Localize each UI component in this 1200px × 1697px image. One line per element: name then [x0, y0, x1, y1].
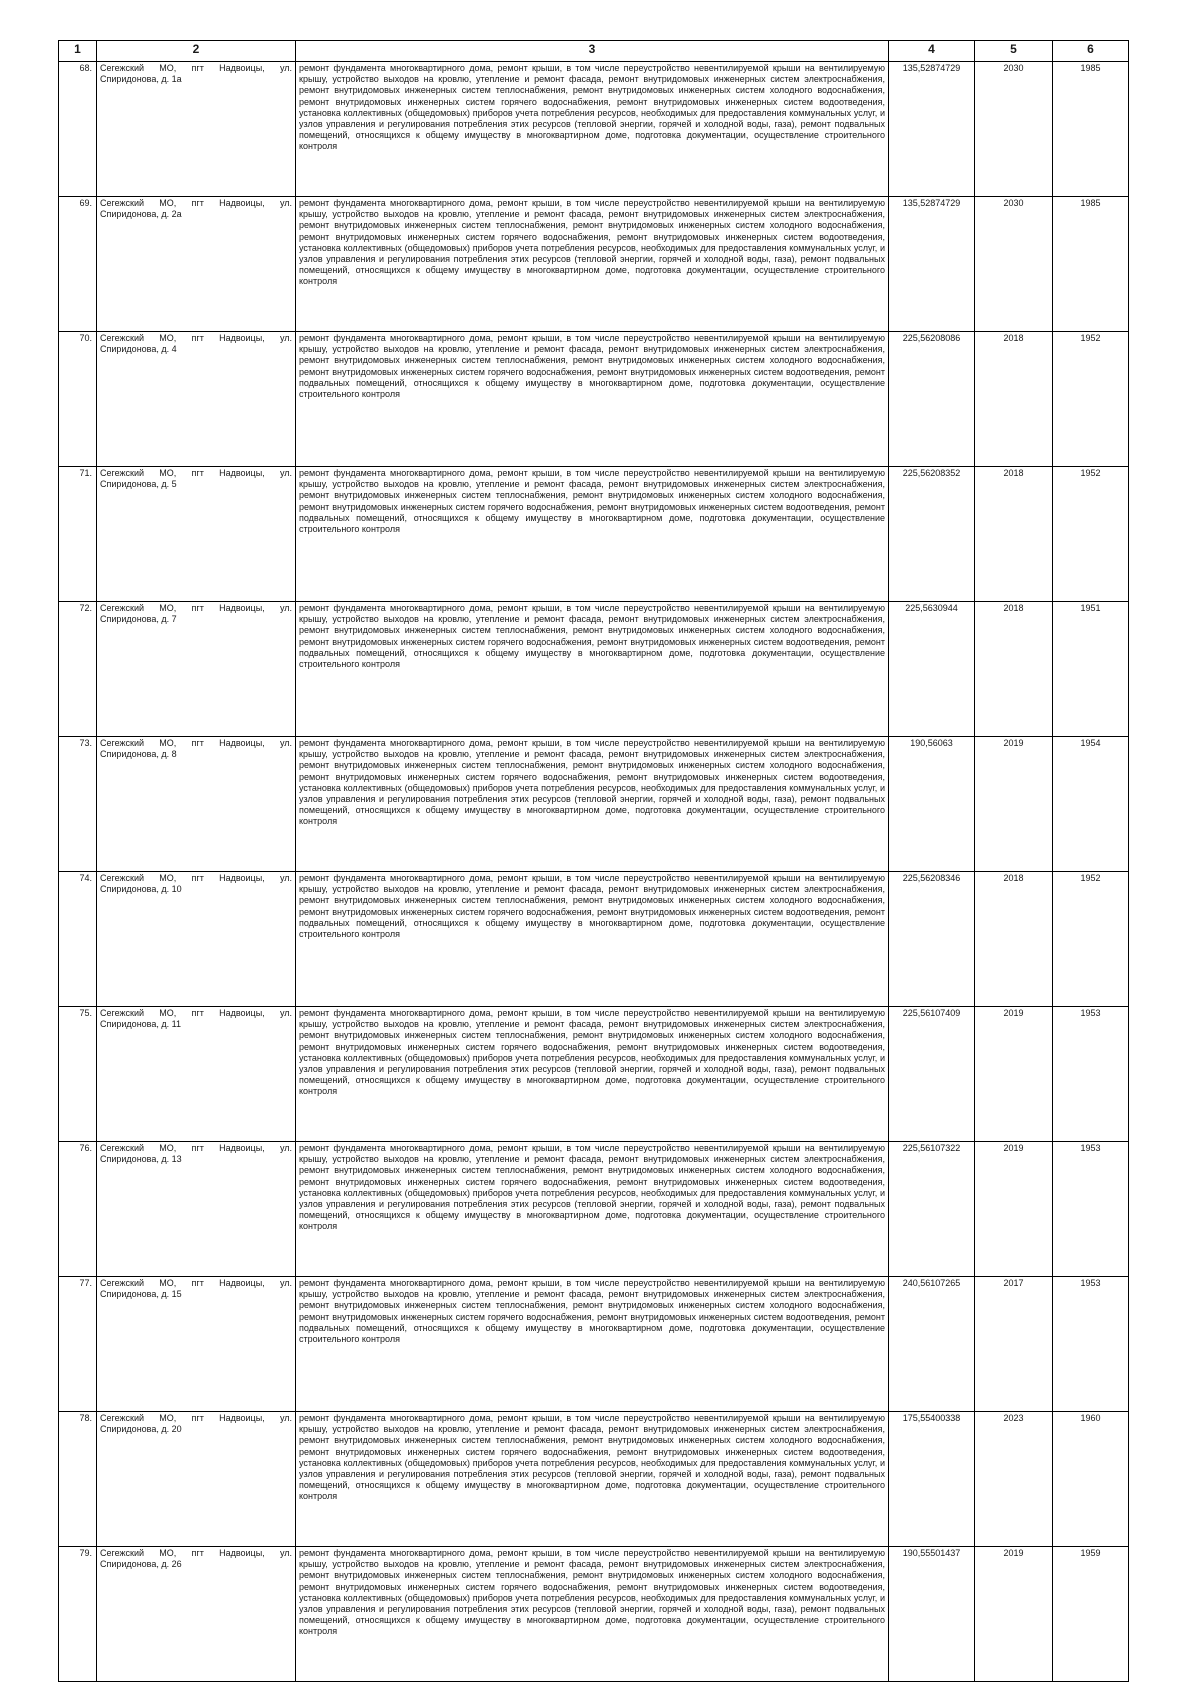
- works-cell: ремонт фундамента многоквартирного дома, ремонт крыши, в том числе переустройство невентилируемой крыши на вентилируемую крышу, устройство выходов на кровлю, утепление и ремонт фасада, ремонт внутридомовых инженерных систем электроснабжения, ремонт внутридомовых инженерных систем теплоснабжения, ремонт внутридомовых инженерных систем холодного водоснабжения, ремонт внутридомовых инженерных систем горячего водоснабжения, ремонт внутридомовых инженерных систем водоотведения, ремонт подвальных помещений, относящихся к общему имуществу в многоквартирном доме, подготовка документации, осуществление строительного контроля: [296, 332, 889, 467]
- value-cell: 190,55501437: [889, 1547, 975, 1682]
- works-cell: ремонт фундамента многоквартирного дома, ремонт крыши, в том числе переустройство невентилируемой крыши на вентилируемую крышу, устройство выходов на кровлю, утепление и ремонт фасада, ремонт внутридомовых инженерных систем электроснабжения, ремонт внутридомовых инженерных систем теплоснабжения, ремонт внутридомовых инженерных систем холодного водоснабжения, ремонт внутридомовых инженерных систем горячего водоснабжения, ремонт внутридомовых инженерных систем водоотведения, ремонт подвальных помещений, относящихся к общему имуществу в многоквартирном доме, подготовка документации, осуществление строительного контроля: [296, 1277, 889, 1412]
- table-row: [59, 1007, 1129, 1142]
- address-cell: Сегежский МО, пгт Надвоицы, ул. Спиридонова, д. 8: [97, 737, 296, 872]
- table-row: [59, 872, 1129, 1007]
- table-row: [59, 332, 1129, 467]
- row-number: 79.: [59, 1547, 97, 1682]
- column-header-6: 6: [1053, 41, 1129, 62]
- built-year-cell: 1953: [1053, 1277, 1129, 1412]
- address-cell: Сегежский МО, пгт Надвоицы, ул. Спиридонова, д. 10: [97, 872, 296, 1007]
- works-cell: ремонт фундамента многоквартирного дома, ремонт крыши, в том числе переустройство невентилируемой крыши на вентилируемую крышу, устройство выходов на кровлю, утепление и ремонт фасада, ремонт внутридомовых инженерных систем электроснабжения, ремонт внутридомовых инженерных систем теплоснабжения, ремонт внутридомовых инженерных систем холодного водоснабжения, ремонт внутридомовых инженерных систем горячего водоснабжения, ремонт внутридомовых инженерных систем водоотведения, установка коллективных (общедомовых) приборов учета потребления ресурсов, необходимых для предоставления коммунальных услуг, и узлов управления и регулирования потребления этих ресурсов (тепловой энергии, горячей и холодной воды, газа), ремонт подвальных помещений, относящихся к общему имуществу в многоквартирном доме, подготовка документации, осуществление строительного контроля: [296, 1007, 889, 1142]
- built-year-cell: 1959: [1053, 1547, 1129, 1682]
- works-cell: ремонт фундамента многоквартирного дома, ремонт крыши, в том числе переустройство невентилируемой крыши на вентилируемую крышу, устройство выходов на кровлю, утепление и ремонт фасада, ремонт внутридомовых инженерных систем электроснабжения, ремонт внутридомовых инженерных систем теплоснабжения, ремонт внутридомовых инженерных систем холодного водоснабжения, ремонт внутридомовых инженерных систем горячего водоснабжения, ремонт внутридомовых инженерных систем водоотведения, установка коллективных (общедомовых) приборов учета потребления ресурсов, необходимых для предоставления коммунальных услуг, и узлов управления и регулирования потребления этих ресурсов (тепловой энергии, горячей и холодной воды, газа), ремонт подвальных помещений, относящихся к общему имуществу в многоквартирном доме, подготовка документации, осуществление строительного контроля: [296, 1412, 889, 1547]
- value-cell: 240,56107265: [889, 1277, 975, 1412]
- built-year-cell: 1960: [1053, 1412, 1129, 1547]
- table-row: [59, 1142, 1129, 1277]
- value-cell: 175,55400338: [889, 1412, 975, 1547]
- repair-year-cell: 2018: [975, 602, 1053, 737]
- value-cell: 225,56107322: [889, 1142, 975, 1277]
- works-cell: ремонт фундамента многоквартирного дома, ремонт крыши, в том числе переустройство невентилируемой крыши на вентилируемую крышу, устройство выходов на кровлю, утепление и ремонт фасада, ремонт внутридомовых инженерных систем электроснабжения, ремонт внутридомовых инженерных систем теплоснабжения, ремонт внутридомовых инженерных систем холодного водоснабжения, ремонт внутридомовых инженерных систем горячего водоснабжения, ремонт внутридомовых инженерных систем водоотведения, установка коллективных (общедомовых) приборов учета потребления ресурсов, необходимых для предоставления коммунальных услуг, и узлов управления и регулирования потребления этих ресурсов (тепловой энергии, горячей и холодной воды, газа), ремонт подвальных помещений, относящихся к общему имуществу в многоквартирном доме, подготовка документации, осуществление строительного контроля: [296, 1142, 889, 1277]
- address-cell: Сегежский МО, пгт Надвоицы, ул. Спиридонова, д. 11: [97, 1007, 296, 1142]
- capital-repair-table: [58, 40, 1129, 1682]
- repair-year-cell: 2018: [975, 872, 1053, 1007]
- repair-year-cell: 2018: [975, 467, 1053, 602]
- repair-year-cell: 2019: [975, 1142, 1053, 1277]
- built-year-cell: 1952: [1053, 332, 1129, 467]
- table-row: [59, 1277, 1129, 1412]
- row-number: 72.: [59, 602, 97, 737]
- repair-year-cell: 2018: [975, 332, 1053, 467]
- row-number: 69.: [59, 197, 97, 332]
- table-row: [59, 602, 1129, 737]
- built-year-cell: 1951: [1053, 602, 1129, 737]
- built-year-cell: 1985: [1053, 62, 1129, 197]
- row-number: 75.: [59, 1007, 97, 1142]
- row-number: 73.: [59, 737, 97, 872]
- built-year-cell: 1953: [1053, 1007, 1129, 1142]
- repair-year-cell: 2030: [975, 197, 1053, 332]
- value-cell: 225,56208346: [889, 872, 975, 1007]
- row-number: 70.: [59, 332, 97, 467]
- works-cell: ремонт фундамента многоквартирного дома, ремонт крыши, в том числе переустройство невентилируемой крыши на вентилируемую крышу, устройство выходов на кровлю, утепление и ремонт фасада, ремонт внутридомовых инженерных систем электроснабжения, ремонт внутридомовых инженерных систем теплоснабжения, ремонт внутридомовых инженерных систем холодного водоснабжения, ремонт внутридомовых инженерных систем горячего водоснабжения, ремонт внутридомовых инженерных систем водоотведения, ремонт подвальных помещений, относящихся к общему имуществу в многоквартирном доме, подготовка документации, осуществление строительного контроля: [296, 467, 889, 602]
- value-cell: 135,52874729: [889, 62, 975, 197]
- repair-year-cell: 2019: [975, 737, 1053, 872]
- document-page: [58, 40, 1129, 1682]
- value-cell: 225,56208086: [889, 332, 975, 467]
- built-year-cell: 1985: [1053, 197, 1129, 332]
- row-number: 71.: [59, 467, 97, 602]
- built-year-cell: 1952: [1053, 467, 1129, 602]
- address-cell: Сегежский МО, пгт Надвоицы, ул. Спиридонова, д. 13: [97, 1142, 296, 1277]
- value-cell: 190,56063: [889, 737, 975, 872]
- value-cell: 225,5630944: [889, 602, 975, 737]
- address-cell: Сегежский МО, пгт Надвоицы, ул. Спиридонова, д. 2а: [97, 197, 296, 332]
- value-cell: 225,56208352: [889, 467, 975, 602]
- row-number: 74.: [59, 872, 97, 1007]
- column-header-2: 2: [97, 41, 296, 62]
- address-cell: Сегежский МО, пгт Надвоицы, ул. Спиридонова, д. 7: [97, 602, 296, 737]
- built-year-cell: 1954: [1053, 737, 1129, 872]
- row-number: 68.: [59, 62, 97, 197]
- works-cell: ремонт фундамента многоквартирного дома, ремонт крыши, в том числе переустройство невентилируемой крыши на вентилируемую крышу, устройство выходов на кровлю, утепление и ремонт фасада, ремонт внутридомовых инженерных систем электроснабжения, ремонт внутридомовых инженерных систем теплоснабжения, ремонт внутридомовых инженерных систем холодного водоснабжения, ремонт внутридомовых инженерных систем горячего водоснабжения, ремонт внутридомовых инженерных систем водоотведения, ремонт подвальных помещений, относящихся к общему имуществу в многоквартирном доме, подготовка документации, осуществление строительного контроля: [296, 872, 889, 1007]
- address-cell: Сегежский МО, пгт Надвоицы, ул. Спиридонова, д. 4: [97, 332, 296, 467]
- table-row: [59, 197, 1129, 332]
- address-cell: Сегежский МО, пгт Надвоицы, ул. Спиридонова, д. 1а: [97, 62, 296, 197]
- repair-year-cell: 2023: [975, 1412, 1053, 1547]
- works-cell: ремонт фундамента многоквартирного дома, ремонт крыши, в том числе переустройство невентилируемой крыши на вентилируемую крышу, устройство выходов на кровлю, утепление и ремонт фасада, ремонт внутридомовых инженерных систем электроснабжения, ремонт внутридомовых инженерных систем теплоснабжения, ремонт внутридомовых инженерных систем холодного водоснабжения, ремонт внутридомовых инженерных систем горячего водоснабжения, ремонт внутридомовых инженерных систем водоотведения, установка коллективных (общедомовых) приборов учета потребления ресурсов, необходимых для предоставления коммунальных услуг, и узлов управления и регулирования потребления этих ресурсов (тепловой энергии, горячей и холодной воды, газа), ремонт подвальных помещений, относящихся к общему имуществу в многоквартирном доме, подготовка документации, осуществление строительного контроля: [296, 1547, 889, 1682]
- row-number: 77.: [59, 1277, 97, 1412]
- column-header-5: 5: [975, 41, 1053, 62]
- repair-year-cell: 2017: [975, 1277, 1053, 1412]
- row-number: 78.: [59, 1412, 97, 1547]
- column-header-1: 1: [59, 41, 97, 62]
- address-cell: Сегежский МО, пгт Надвоицы, ул. Спиридонова, д. 5: [97, 467, 296, 602]
- table-row: [59, 1412, 1129, 1547]
- repair-year-cell: 2030: [975, 62, 1053, 197]
- table-row: [59, 62, 1129, 197]
- works-cell: ремонт фундамента многоквартирного дома, ремонт крыши, в том числе переустройство невентилируемой крыши на вентилируемую крышу, устройство выходов на кровлю, утепление и ремонт фасада, ремонт внутридомовых инженерных систем электроснабжения, ремонт внутридомовых инженерных систем теплоснабжения, ремонт внутридомовых инженерных систем холодного водоснабжения, ремонт внутридомовых инженерных систем горячего водоснабжения, ремонт внутридомовых инженерных систем водоотведения, установка коллективных (общедомовых) приборов учета потребления ресурсов, необходимых для предоставления коммунальных услуг, и узлов управления и регулирования потребления этих ресурсов (тепловой энергии, горячей и холодной воды, газа), ремонт подвальных помещений, относящихся к общему имуществу в многоквартирном доме, подготовка документации, осуществление строительного контроля: [296, 197, 889, 332]
- column-header-4: 4: [889, 41, 975, 62]
- table-row: [59, 737, 1129, 872]
- repair-year-cell: 2019: [975, 1547, 1053, 1682]
- value-cell: 225,56107409: [889, 1007, 975, 1142]
- built-year-cell: 1953: [1053, 1142, 1129, 1277]
- column-header-3: 3: [296, 41, 889, 62]
- row-number: 76.: [59, 1142, 97, 1277]
- works-cell: ремонт фундамента многоквартирного дома, ремонт крыши, в том числе переустройство невентилируемой крыши на вентилируемую крышу, устройство выходов на кровлю, утепление и ремонт фасада, ремонт внутридомовых инженерных систем электроснабжения, ремонт внутридомовых инженерных систем теплоснабжения, ремонт внутридомовых инженерных систем холодного водоснабжения, ремонт внутридомовых инженерных систем горячего водоснабжения, ремонт внутридомовых инженерных систем водоотведения, установка коллективных (общедомовых) приборов учета потребления ресурсов, необходимых для предоставления коммунальных услуг, и узлов управления и регулирования потребления этих ресурсов (тепловой энергии, горячей и холодной воды, газа), ремонт подвальных помещений, относящихся к общему имуществу в многоквартирном доме, подготовка документации, осуществление строительного контроля: [296, 737, 889, 872]
- repair-year-cell: 2019: [975, 1007, 1053, 1142]
- works-cell: ремонт фундамента многоквартирного дома, ремонт крыши, в том числе переустройство невентилируемой крыши на вентилируемую крышу, устройство выходов на кровлю, утепление и ремонт фасада, ремонт внутридомовых инженерных систем электроснабжения, ремонт внутридомовых инженерных систем теплоснабжения, ремонт внутридомовых инженерных систем холодного водоснабжения, ремонт внутридомовых инженерных систем горячего водоснабжения, ремонт внутридомовых инженерных систем водоотведения, ремонт подвальных помещений, относящихся к общему имуществу в многоквартирном доме, подготовка документации, осуществление строительного контроля: [296, 602, 889, 737]
- value-cell: 135,52874729: [889, 197, 975, 332]
- address-cell: Сегежский МО, пгт Надвоицы, ул. Спиридонова, д. 20: [97, 1412, 296, 1547]
- table-row: [59, 1547, 1129, 1682]
- table-row: [59, 467, 1129, 602]
- address-cell: Сегежский МО, пгт Надвоицы, ул. Спиридонова, д. 15: [97, 1277, 296, 1412]
- header-row: [59, 41, 1129, 62]
- works-cell: ремонт фундамента многоквартирного дома, ремонт крыши, в том числе переустройство невентилируемой крыши на вентилируемую крышу, устройство выходов на кровлю, утепление и ремонт фасада, ремонт внутридомовых инженерных систем электроснабжения, ремонт внутридомовых инженерных систем теплоснабжения, ремонт внутридомовых инженерных систем холодного водоснабжения, ремонт внутридомовых инженерных систем горячего водоснабжения, ремонт внутридомовых инженерных систем водоотведения, установка коллективных (общедомовых) приборов учета потребления ресурсов, необходимых для предоставления коммунальных услуг, и узлов управления и регулирования потребления этих ресурсов (тепловой энергии, горячей и холодной воды, газа), ремонт подвальных помещений, относящихся к общему имуществу в многоквартирном доме, подготовка документации, осуществление строительного контроля: [296, 62, 889, 197]
- built-year-cell: 1952: [1053, 872, 1129, 1007]
- address-cell: Сегежский МО, пгт Надвоицы, ул. Спиридонова, д. 26: [97, 1547, 296, 1682]
